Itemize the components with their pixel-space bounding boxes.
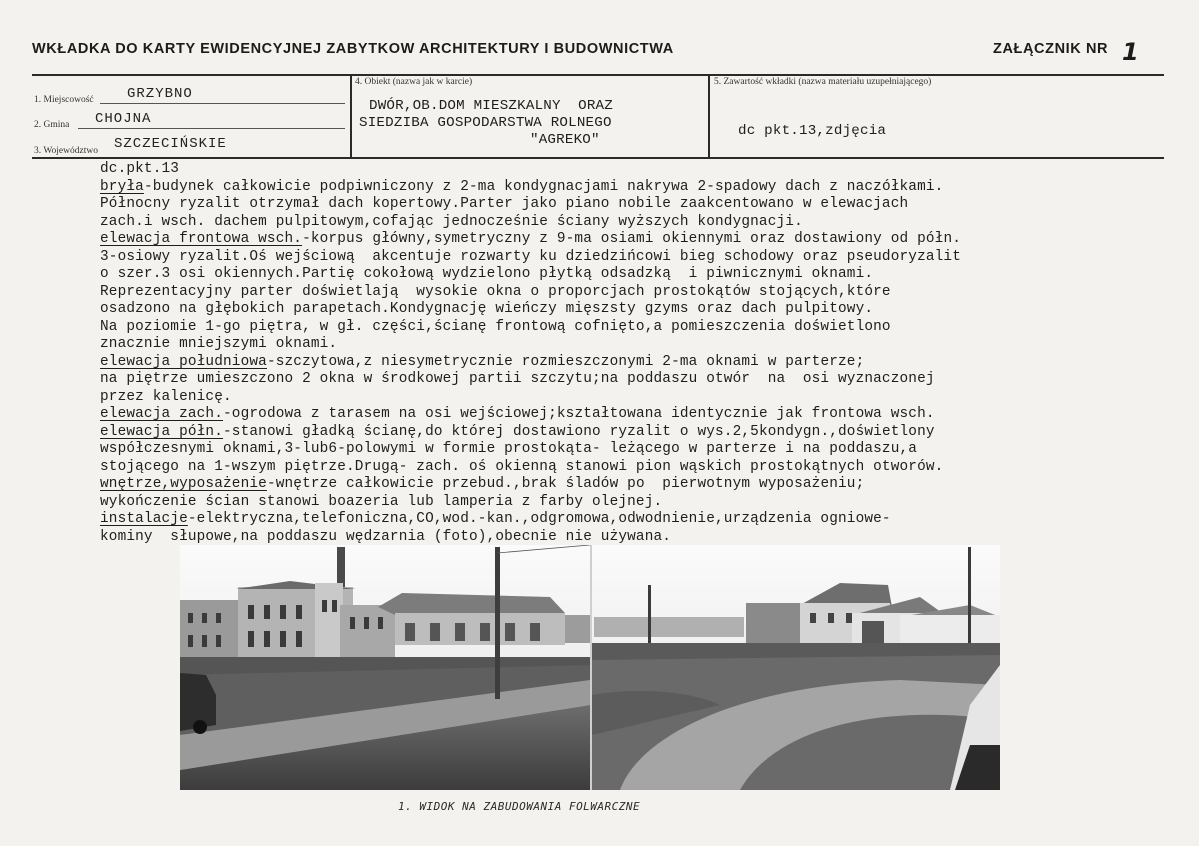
field-gmina-label: 2. Gmina xyxy=(34,120,70,130)
body-line xyxy=(100,231,1110,249)
body-line: 3-osiowy ryzalit.Oś wejściową akcentuje rozwarty ku dziedzińcowi bieg schodowy oraz pseudoryzalit xyxy=(100,248,962,265)
form-divider-2 xyxy=(708,74,710,158)
panorama-photo xyxy=(180,545,1000,790)
body-line xyxy=(100,476,1110,494)
body-text-span: -wnętrze całkowicie przebud.,brak śladów po pierwotnym wyposażeniu; xyxy=(266,476,865,492)
body-line xyxy=(100,424,1110,442)
field-zawartosc-label: 5. Zawartość wkładki (nazwa materiału uzupełniającego) xyxy=(714,77,932,87)
field-gmina-underline xyxy=(78,128,345,129)
field-wojewodztwo-value: SZCZECIŃSKIE xyxy=(114,136,227,152)
body-line: o szer.3 osi okiennych.Partię cokołową wydzielono płytką odsadzką i piwnicznymi oknami. xyxy=(100,266,874,282)
field-gmina-value: CHOJNA xyxy=(95,111,152,127)
photo-left-half xyxy=(180,545,590,790)
form-top-rule xyxy=(32,74,1164,76)
body-line: na piętrze umieszczono 2 okna w środkowej partii szczytu;na poddaszu otwór na osi wyznaczonej xyxy=(100,371,935,387)
body-text-span: -elektryczna,telefoniczna,CO,wod.-kan.,odgromowa,odwodnienie,urządzenia ogniowe- xyxy=(187,511,891,527)
body-text-span: -stanowi gładką ścianę,do której dostawiono ryzalit o wys.2,5kondygn.,doświetlony xyxy=(223,423,935,440)
body-line xyxy=(100,511,1110,529)
body-line: dc.pkt.13 xyxy=(100,161,180,177)
section-heading: elewacja zach. xyxy=(100,406,224,422)
description-body xyxy=(100,161,1110,546)
section-heading: bryła xyxy=(100,178,144,195)
body-line: kominy słupowe,na poddaszu wędzarnia (foto),obecnie nie używana. xyxy=(100,528,672,545)
attachment-number: 1 xyxy=(1122,38,1139,66)
body-line xyxy=(100,179,1110,197)
field-zawartosc-value: dc pkt.13,zdjęcia xyxy=(738,123,887,139)
photo-caption: 1. WIDOK NA ZABUDOWANIA FOLWARCZNE xyxy=(398,800,641,813)
body-text-span: -korpus główny,symetryczny z 9-ma osiami okiennymi oraz dostawiony od półn. xyxy=(302,231,962,247)
field-miejscowosc-value: GRZYBNO xyxy=(127,86,193,102)
body-line: współczesnymi oknami,3-lub6-polowymi w formie prostokąta- leżącego w parterze i na poddaszu,a xyxy=(100,441,918,457)
attachment-label: ZAŁĄCZNIK NR xyxy=(993,41,1109,57)
field-obiekt-line2: SIEDZIBA GOSPODARSTWA ROLNEGO xyxy=(359,115,612,131)
field-obiekt-line1: DWÓR,OB.DOM MIESZKALNY ORAZ xyxy=(369,98,613,114)
photo-right-half xyxy=(590,545,1000,790)
section-heading: wnętrze,wyposażenie xyxy=(100,476,267,492)
body-line xyxy=(100,354,1110,372)
body-line: Północny ryzalit otrzymał dach kopertowy.Parter jako piano nobile zaakcentowano w elewacjach xyxy=(100,196,909,212)
field-obiekt-line3: "AGREKO" xyxy=(530,132,600,148)
body-line: stojącego na 1-wszym piętrze.Drugą- zach. oś okienną stanowi pion wąskich prostokątnych otworów. xyxy=(100,458,944,475)
section-heading: elewacja południowa xyxy=(100,353,267,370)
photo-drawing xyxy=(180,545,1000,790)
body-line xyxy=(100,406,1110,424)
field-miejscowosc-underline xyxy=(100,103,345,104)
body-line: Reprezentacyjny parter doświetlają wysokie okna o proporcjach prostokątów stojących,które xyxy=(100,283,891,300)
body-line: przez kalenicę. xyxy=(100,388,232,405)
field-wojewodztwo-label: 3. Województwo xyxy=(34,146,98,156)
field-miejscowosc-label: 1. Miejscowość xyxy=(34,95,94,105)
document-title: WKŁADKA DO KARTY EWIDENCYJNEJ ZABYTKOW ARCHITEKTURY I BUDOWNICTWA xyxy=(32,41,674,57)
section-heading: elewacja półn. xyxy=(100,423,224,440)
body-text-span: -szczytowa,z niesymetrycznie rozmieszczonymi 2-ma oknami w parterze; xyxy=(266,353,865,370)
form-bottom-rule xyxy=(32,157,1164,159)
body-line: osadzono na głębokich parapetach.Kondygnację wieńczy mięszsty gzyms oraz dach pulpitowy. xyxy=(100,301,874,317)
section-heading: elewacja frontowa wsch. xyxy=(100,231,303,247)
body-text-span: -ogrodowa z tarasem na osi wejściowej;kształtowana identycznie jak frontowa wsch. xyxy=(223,406,935,422)
section-heading: instalacje xyxy=(100,511,188,527)
body-line: zach.i wsch. dachem pulpitowym,cofając jednocześnie ściany wyższych kondygnacji. xyxy=(100,213,803,230)
body-line: wykończenie ścian stanowi boazeria lub lamperia z farby olejnej. xyxy=(100,493,663,510)
form-divider-1 xyxy=(350,74,352,158)
body-line: Na poziomie 1-go piętra, w gł. części,ścianę frontową cofnięto,a pomieszczenia doświetlono xyxy=(100,318,891,335)
field-obiekt-label: 4. Obiekt (nazwa jak w karcie) xyxy=(355,77,473,87)
body-text-span: -budynek całkowicie podpiwniczony z 2-ma kondygnacjami nakrywa 2-spadowy dach z naczółkami. xyxy=(143,178,944,195)
body-line: znacznie mniejszymi oknami. xyxy=(100,336,338,352)
